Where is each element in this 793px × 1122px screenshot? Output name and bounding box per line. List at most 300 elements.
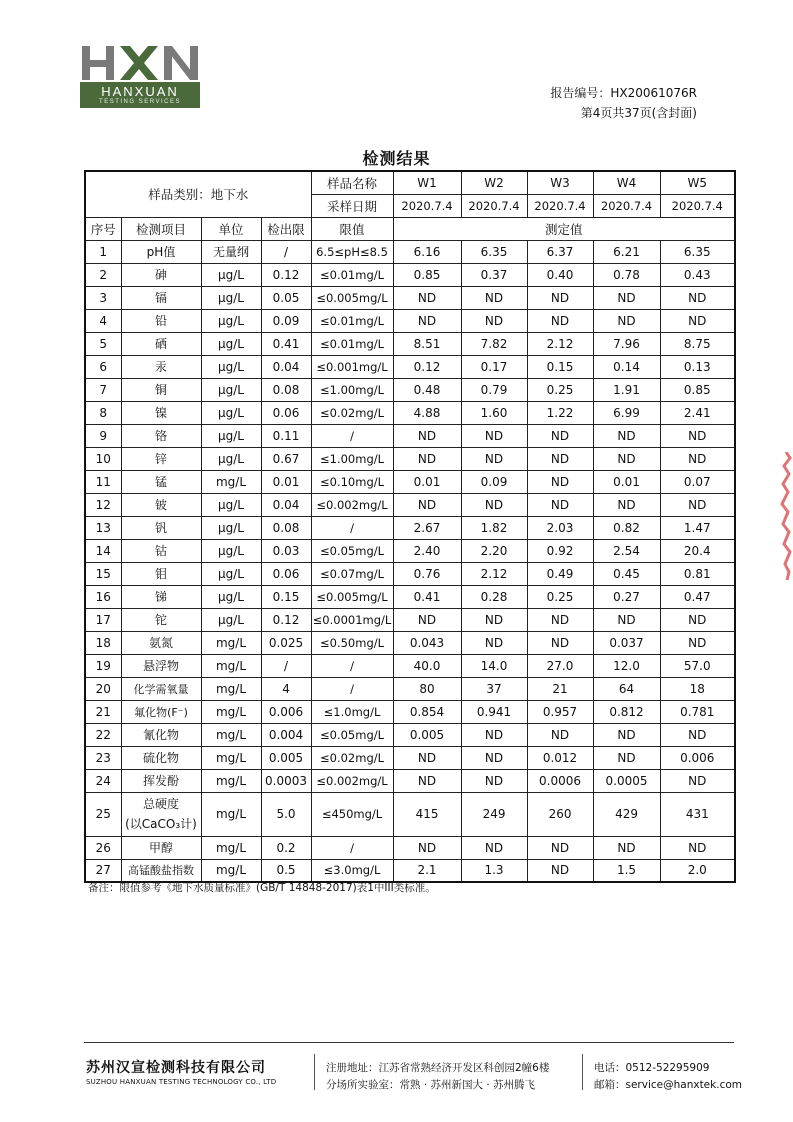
row-value: 6.99 xyxy=(593,401,660,424)
row-item: 锰 xyxy=(121,470,201,493)
row-limit: ≤0.002mg/L xyxy=(311,769,393,792)
row-item: 硒 xyxy=(121,332,201,355)
row-item: 高锰酸盐指数 xyxy=(121,859,201,882)
row-limit: ≤0.002mg/L xyxy=(311,493,393,516)
row-value: 2.0 xyxy=(660,859,735,882)
row-no: 11 xyxy=(85,470,121,493)
row-value: ND xyxy=(660,723,735,746)
row-value: ND xyxy=(593,608,660,631)
row-item: 氰化物 xyxy=(121,723,201,746)
row-value: ND xyxy=(393,424,461,447)
row-item: 钒 xyxy=(121,516,201,539)
row-value: ND xyxy=(393,309,461,332)
row-value: ND xyxy=(461,608,527,631)
row-item: 锑 xyxy=(121,585,201,608)
row-limit: ≤0.005mg/L xyxy=(311,286,393,309)
row-value: 0.043 xyxy=(393,631,461,654)
row-detection-limit: 0.004 xyxy=(261,723,311,746)
row-limit: ≤0.05mg/L xyxy=(311,539,393,562)
row-limit: ≤0.50mg/L xyxy=(311,631,393,654)
row-item: 铜 xyxy=(121,378,201,401)
row-value: 0.47 xyxy=(660,585,735,608)
row-detection-limit: 4 xyxy=(261,677,311,700)
table-row xyxy=(85,723,735,746)
row-value: 2.54 xyxy=(593,539,660,562)
row-value: 57.0 xyxy=(660,654,735,677)
row-item: pH值 xyxy=(121,240,201,263)
table-row xyxy=(85,677,735,700)
row-item: 铊 xyxy=(121,608,201,631)
row-value: 2.41 xyxy=(660,401,735,424)
row-value: 21 xyxy=(527,677,593,700)
row-unit: μg/L xyxy=(201,309,261,332)
row-unit: μg/L xyxy=(201,562,261,585)
table-row xyxy=(85,769,735,792)
row-item: 挥发酚 xyxy=(121,769,201,792)
table-row xyxy=(85,401,735,424)
row-value: 6.35 xyxy=(461,240,527,263)
col-header-item: 检测项目 xyxy=(121,217,201,240)
row-value: 80 xyxy=(393,677,461,700)
row-no: 3 xyxy=(85,286,121,309)
row-value: ND xyxy=(660,309,735,332)
row-value: ND xyxy=(393,447,461,470)
table-row xyxy=(85,608,735,631)
row-value: 0.48 xyxy=(393,378,461,401)
row-no: 21 xyxy=(85,700,121,723)
row-limit: / xyxy=(311,677,393,700)
row-value: 0.28 xyxy=(461,585,527,608)
row-no: 12 xyxy=(85,493,121,516)
header-row-sample-name xyxy=(85,171,735,194)
footer-company-name: 苏州汉宣检测科技有限公司 xyxy=(86,1060,266,1076)
row-limit: ≤0.01mg/L xyxy=(311,332,393,355)
row-item: 甲醇 xyxy=(121,836,201,859)
row-value: 0.40 xyxy=(527,263,593,286)
row-detection-limit: 0.12 xyxy=(261,608,311,631)
logo-name: HANXUAN xyxy=(101,84,179,99)
sample-id: W1 xyxy=(393,171,461,194)
row-value: 6.21 xyxy=(593,240,660,263)
row-no: 6 xyxy=(85,355,121,378)
row-unit: μg/L xyxy=(201,585,261,608)
footer-company-name-en: SUZHOU HANXUAN TESTING TECHNOLOGY CO., LTD xyxy=(86,1078,277,1086)
row-detection-limit: 5.0 xyxy=(261,792,311,836)
report-number: 报告编号：HX20061076R xyxy=(550,86,697,100)
row-value: 0.14 xyxy=(593,355,660,378)
sample-id: W4 xyxy=(593,171,660,194)
row-detection-limit: 0.03 xyxy=(261,539,311,562)
row-value: 2.67 xyxy=(393,516,461,539)
row-value: 8.51 xyxy=(393,332,461,355)
row-value: 249 xyxy=(461,792,527,836)
row-value: 0.01 xyxy=(393,470,461,493)
row-item: 汞 xyxy=(121,355,201,378)
row-unit: μg/L xyxy=(201,401,261,424)
row-unit: μg/L xyxy=(201,539,261,562)
row-detection-limit: 0.05 xyxy=(261,286,311,309)
row-value: 0.82 xyxy=(593,516,660,539)
row-unit: μg/L xyxy=(201,493,261,516)
row-unit: μg/L xyxy=(201,263,261,286)
row-detection-limit: 0.67 xyxy=(261,447,311,470)
row-no: 9 xyxy=(85,424,121,447)
row-value: ND xyxy=(660,447,735,470)
table-row xyxy=(85,516,735,539)
row-value: 1.60 xyxy=(461,401,527,424)
table-row xyxy=(85,332,735,355)
row-limit: ≤0.005mg/L xyxy=(311,585,393,608)
sample-date: 2020.7.4 xyxy=(461,194,527,217)
row-value: 0.13 xyxy=(660,355,735,378)
row-unit: mg/L xyxy=(201,700,261,723)
sample-name-label: 样品名称 xyxy=(311,171,393,194)
row-no: 20 xyxy=(85,677,121,700)
row-unit: μg/L xyxy=(201,447,261,470)
row-value: ND xyxy=(593,746,660,769)
sample-date-label: 采样日期 xyxy=(311,194,393,217)
sample-type: 样品类别：地下水 xyxy=(85,171,311,217)
row-limit: ≤0.10mg/L xyxy=(311,470,393,493)
table-row xyxy=(85,562,735,585)
row-value: ND xyxy=(660,424,735,447)
row-value: ND xyxy=(527,631,593,654)
column-header-row xyxy=(85,217,735,240)
row-no: 25 xyxy=(85,792,121,836)
row-item: 悬浮物 xyxy=(121,654,201,677)
table-row xyxy=(85,700,735,723)
row-value: 1.82 xyxy=(461,516,527,539)
row-value: 0.85 xyxy=(660,378,735,401)
row-unit: mg/L xyxy=(201,723,261,746)
row-value: 415 xyxy=(393,792,461,836)
row-limit: ≤0.07mg/L xyxy=(311,562,393,585)
row-value: ND xyxy=(393,769,461,792)
row-value: 0.037 xyxy=(593,631,660,654)
row-limit: 6.5≤pH≤8.5 xyxy=(311,240,393,263)
row-value: ND xyxy=(660,836,735,859)
row-value: 12.0 xyxy=(593,654,660,677)
row-value: ND xyxy=(393,836,461,859)
row-detection-limit: 0.15 xyxy=(261,585,311,608)
row-value: 0.957 xyxy=(527,700,593,723)
sample-date: 2020.7.4 xyxy=(660,194,735,217)
row-item: 氨氮 xyxy=(121,631,201,654)
row-value: ND xyxy=(393,746,461,769)
row-item xyxy=(121,792,201,836)
row-item: 砷 xyxy=(121,263,201,286)
row-detection-limit: 0.12 xyxy=(261,263,311,286)
row-detection-limit: 0.2 xyxy=(261,836,311,859)
col-header-no: 序号 xyxy=(85,217,121,240)
row-value: 18 xyxy=(660,677,735,700)
row-value: 0.812 xyxy=(593,700,660,723)
row-item: 镍 xyxy=(121,401,201,424)
row-value: 0.17 xyxy=(461,355,527,378)
row-unit: μg/L xyxy=(201,378,261,401)
row-detection-limit: / xyxy=(261,240,311,263)
row-unit: mg/L xyxy=(201,769,261,792)
row-unit: mg/L xyxy=(201,677,261,700)
row-value: 7.82 xyxy=(461,332,527,355)
row-value: 0.92 xyxy=(527,539,593,562)
row-value: ND xyxy=(527,447,593,470)
row-unit: μg/L xyxy=(201,355,261,378)
row-unit: mg/L xyxy=(201,859,261,882)
row-value: 431 xyxy=(660,792,735,836)
row-limit: / xyxy=(311,424,393,447)
row-value: ND xyxy=(527,723,593,746)
row-detection-limit: 0.01 xyxy=(261,470,311,493)
row-limit: ≤0.05mg/L xyxy=(311,723,393,746)
row-item: 铬 xyxy=(121,424,201,447)
table-row xyxy=(85,585,735,608)
row-detection-limit: 0.006 xyxy=(261,700,311,723)
row-value: ND xyxy=(461,723,527,746)
row-value: ND xyxy=(461,836,527,859)
row-no: 23 xyxy=(85,746,121,769)
row-unit: μg/L xyxy=(201,424,261,447)
row-unit: mg/L xyxy=(201,836,261,859)
sample-id: W5 xyxy=(660,171,735,194)
row-unit: 无量纲 xyxy=(201,240,261,263)
row-item: 铍 xyxy=(121,493,201,516)
table-row xyxy=(85,859,735,882)
row-value: 0.76 xyxy=(393,562,461,585)
row-value: ND xyxy=(461,631,527,654)
row-value: 0.0005 xyxy=(593,769,660,792)
row-value: 6.37 xyxy=(527,240,593,263)
row-no: 24 xyxy=(85,769,121,792)
row-value: 0.78 xyxy=(593,263,660,286)
row-detection-limit: / xyxy=(261,654,311,677)
row-no: 5 xyxy=(85,332,121,355)
row-value: ND xyxy=(593,309,660,332)
row-item: 钴 xyxy=(121,539,201,562)
row-value: 20.4 xyxy=(660,539,735,562)
row-item: 锌 xyxy=(121,447,201,470)
row-limit: ≤0.001mg/L xyxy=(311,355,393,378)
row-value: ND xyxy=(527,309,593,332)
table-row xyxy=(85,539,735,562)
row-value: 260 xyxy=(527,792,593,836)
results-table xyxy=(84,170,736,883)
row-value: ND xyxy=(660,631,735,654)
row-detection-limit: 0.5 xyxy=(261,859,311,882)
row-value: 1.47 xyxy=(660,516,735,539)
col-header-unit: 单位 xyxy=(201,217,261,240)
row-limit: ≤0.02mg/L xyxy=(311,401,393,424)
row-value: 0.01 xyxy=(593,470,660,493)
row-value: ND xyxy=(461,493,527,516)
row-value: 0.854 xyxy=(393,700,461,723)
footer-address: 注册地址：江苏省常熟经济开发区科创园2幢6楼 xyxy=(326,1062,550,1074)
sample-date: 2020.7.4 xyxy=(593,194,660,217)
row-limit: ≤0.01mg/L xyxy=(311,309,393,332)
row-value: 0.49 xyxy=(527,562,593,585)
footer-lab-locations: 分场所实验室：常熟 · 苏州新国大 · 苏州腾飞 xyxy=(326,1079,536,1091)
row-no: 17 xyxy=(85,608,121,631)
row-no: 15 xyxy=(85,562,121,585)
row-value: 1.3 xyxy=(461,859,527,882)
sample-date: 2020.7.4 xyxy=(393,194,461,217)
row-value: ND xyxy=(593,424,660,447)
row-value: ND xyxy=(393,608,461,631)
row-value: ND xyxy=(393,286,461,309)
row-value: 2.20 xyxy=(461,539,527,562)
row-value: ND xyxy=(593,836,660,859)
row-value: 0.85 xyxy=(393,263,461,286)
row-unit: μg/L xyxy=(201,286,261,309)
row-value: 429 xyxy=(593,792,660,836)
footer-separator xyxy=(314,1054,315,1090)
row-value: 40.0 xyxy=(393,654,461,677)
page-title: 检测结果 xyxy=(362,149,431,168)
row-value: 27.0 xyxy=(527,654,593,677)
row-value: 0.005 xyxy=(393,723,461,746)
row-value: 0.941 xyxy=(461,700,527,723)
row-value: ND xyxy=(527,608,593,631)
row-item: 硫化物 xyxy=(121,746,201,769)
row-value: 2.40 xyxy=(393,539,461,562)
row-no: 8 xyxy=(85,401,121,424)
row-unit: mg/L xyxy=(201,792,261,836)
row-value: ND xyxy=(660,286,735,309)
row-value: 0.27 xyxy=(593,585,660,608)
row-value: 1.91 xyxy=(593,378,660,401)
row-value: 0.41 xyxy=(393,585,461,608)
footer-separator xyxy=(582,1054,583,1090)
row-value: 0.37 xyxy=(461,263,527,286)
row-value: 2.12 xyxy=(527,332,593,355)
sample-id: W3 xyxy=(527,171,593,194)
row-value: 0.43 xyxy=(660,263,735,286)
row-detection-limit: 0.04 xyxy=(261,355,311,378)
row-detection-limit: 0.04 xyxy=(261,493,311,516)
row-no: 26 xyxy=(85,836,121,859)
row-value: 2.1 xyxy=(393,859,461,882)
row-value: ND xyxy=(461,424,527,447)
row-item-line: (以CaCO₃计) xyxy=(125,817,197,831)
row-unit: mg/L xyxy=(201,470,261,493)
row-limit: / xyxy=(311,516,393,539)
row-limit: ≤1.00mg/L xyxy=(311,447,393,470)
row-detection-limit: 0.09 xyxy=(261,309,311,332)
row-no: 27 xyxy=(85,859,121,882)
row-value: 14.0 xyxy=(461,654,527,677)
row-value: 6.16 xyxy=(393,240,461,263)
table-row xyxy=(85,836,735,859)
row-value: ND xyxy=(527,493,593,516)
row-value: 1.5 xyxy=(593,859,660,882)
table-row xyxy=(85,263,735,286)
row-value: 0.25 xyxy=(527,585,593,608)
row-value: 0.0006 xyxy=(527,769,593,792)
row-value: ND xyxy=(660,493,735,516)
row-no: 18 xyxy=(85,631,121,654)
row-detection-limit: 0.41 xyxy=(261,332,311,355)
row-value: ND xyxy=(593,723,660,746)
row-limit: ≤0.01mg/L xyxy=(311,263,393,286)
row-value: 0.12 xyxy=(393,355,461,378)
row-value: ND xyxy=(527,859,593,882)
logo-subtitle: TESTING SERVICES xyxy=(99,99,181,105)
row-detection-limit: 0.06 xyxy=(261,401,311,424)
company-logo xyxy=(80,42,200,110)
row-value: 0.006 xyxy=(660,746,735,769)
row-value: 0.07 xyxy=(660,470,735,493)
row-detection-limit: 0.025 xyxy=(261,631,311,654)
row-value: 0.25 xyxy=(527,378,593,401)
table-row xyxy=(85,792,735,836)
row-value: 2.03 xyxy=(527,516,593,539)
row-unit: μg/L xyxy=(201,516,261,539)
table-row xyxy=(85,355,735,378)
row-detection-limit: 0.005 xyxy=(261,746,311,769)
row-limit: ≤1.0mg/L xyxy=(311,700,393,723)
row-value: 8.75 xyxy=(660,332,735,355)
row-value: 0.012 xyxy=(527,746,593,769)
row-value: 0.79 xyxy=(461,378,527,401)
row-value: ND xyxy=(461,769,527,792)
footer-phone: 电话：0512-52295909 xyxy=(594,1062,710,1074)
row-limit: ≤3.0mg/L xyxy=(311,859,393,882)
row-no: 7 xyxy=(85,378,121,401)
table-row xyxy=(85,631,735,654)
table-row xyxy=(85,286,735,309)
sample-id: W2 xyxy=(461,171,527,194)
row-unit: μg/L xyxy=(201,608,261,631)
row-no: 22 xyxy=(85,723,121,746)
row-limit: ≤0.02mg/L xyxy=(311,746,393,769)
table-row xyxy=(85,378,735,401)
row-detection-limit: 0.0003 xyxy=(261,769,311,792)
row-limit: ≤450mg/L xyxy=(311,792,393,836)
row-value: ND xyxy=(461,309,527,332)
page-number: 第4页共37页(含封面) xyxy=(580,106,697,120)
row-unit: mg/L xyxy=(201,631,261,654)
row-value: 0.15 xyxy=(527,355,593,378)
sample-date: 2020.7.4 xyxy=(527,194,593,217)
row-value: 1.22 xyxy=(527,401,593,424)
row-value: ND xyxy=(593,286,660,309)
row-item: 化学需氧量 xyxy=(121,677,201,700)
row-item: 钼 xyxy=(121,562,201,585)
row-value: 6.35 xyxy=(660,240,735,263)
row-no: 14 xyxy=(85,539,121,562)
row-no: 19 xyxy=(85,654,121,677)
row-value: 0.45 xyxy=(593,562,660,585)
table-row xyxy=(85,309,735,332)
row-detection-limit: 0.08 xyxy=(261,378,311,401)
row-value: ND xyxy=(461,286,527,309)
row-value: ND xyxy=(393,493,461,516)
table-row xyxy=(85,447,735,470)
col-header-measured: 测定值 xyxy=(393,217,735,240)
row-no: 13 xyxy=(85,516,121,539)
table-row xyxy=(85,746,735,769)
note: 备注：限值参考《地下水质量标准》(GB/T 14848-2017)表1中III类标准。 xyxy=(88,882,436,894)
table-row xyxy=(85,654,735,677)
row-detection-limit: 0.06 xyxy=(261,562,311,585)
row-value: 4.88 xyxy=(393,401,461,424)
row-value: 7.96 xyxy=(593,332,660,355)
row-value: ND xyxy=(593,447,660,470)
row-unit: mg/L xyxy=(201,746,261,769)
row-limit: ≤1.00mg/L xyxy=(311,378,393,401)
row-value: ND xyxy=(461,447,527,470)
footer-email: 邮箱：service@hanxtek.com xyxy=(594,1079,742,1091)
